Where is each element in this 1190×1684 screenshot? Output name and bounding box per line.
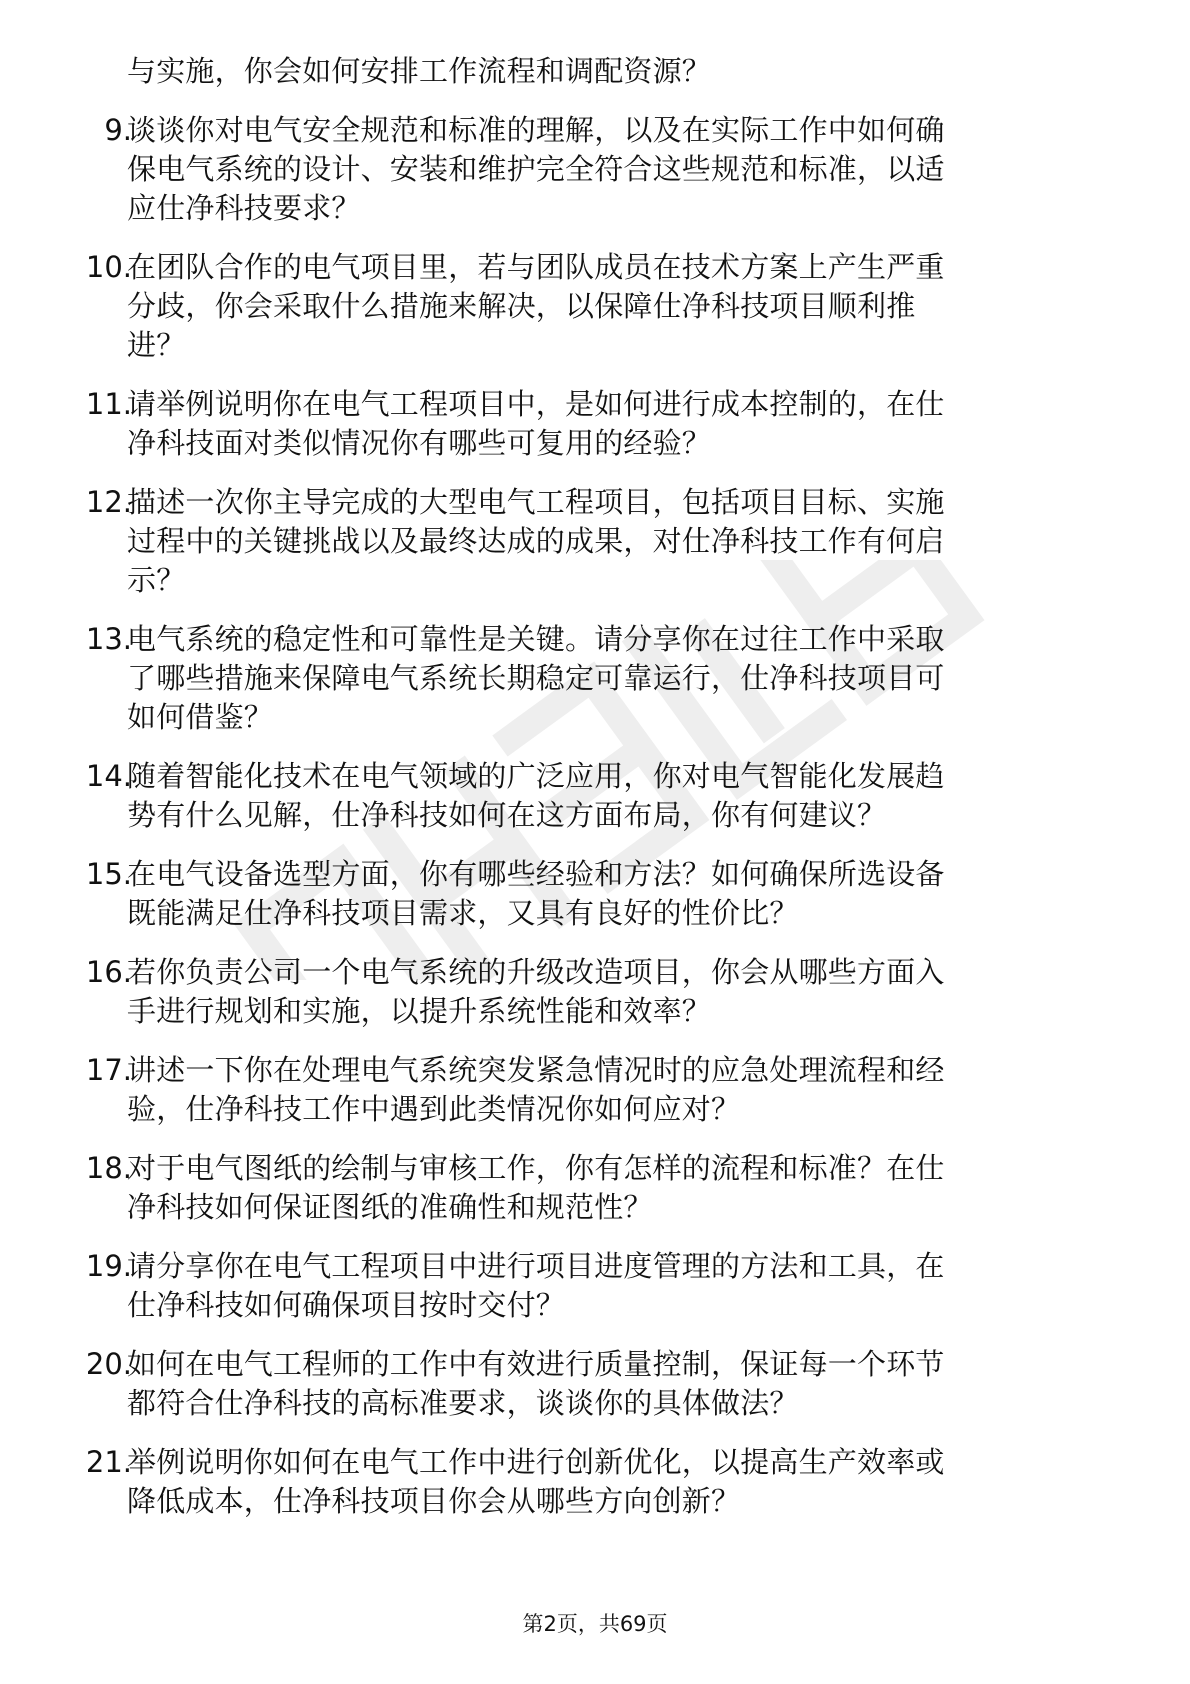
text-line: 举例说明你如何在电气工作中进行创新优化，以提高生产效率或 — [127, 1445, 945, 1479]
text-line: 对于电气图纸的绘制与审核工作，你有怎样的流程和标准？在仕 — [127, 1151, 945, 1185]
text-line: 请举例说明你在电气工程项目中，是如何进行成本控制的，在仕 — [127, 387, 945, 421]
question-text — [127, 620, 1112, 737]
question-text — [127, 52, 1112, 91]
list-item-question-12 — [0, 483, 1190, 600]
text-line: 随着智能化技术在电气领域的广泛应用，你对电气智能化发展趋 — [127, 759, 945, 793]
question-text — [127, 385, 1112, 463]
question-number: 18. — [85, 1151, 132, 1185]
text-line: 分歧，你会采取什么措施来解决，以保障仕净科技项目顺利推 — [127, 289, 916, 323]
question-text — [127, 248, 1112, 365]
question-text — [127, 855, 1112, 933]
list-item-question-14 — [0, 757, 1190, 835]
question-number: 20. — [85, 1347, 132, 1381]
question-number: 21. — [85, 1445, 132, 1479]
list-item-question-16 — [0, 953, 1190, 1031]
question-number: 16. — [85, 955, 132, 989]
question-text — [127, 1051, 1112, 1129]
question-number: 14. — [85, 759, 132, 793]
list-item-question-18 — [0, 1149, 1190, 1227]
text-line: 电气系统的稳定性和可靠性是关键。请分享你在过往工作中采取 — [127, 622, 945, 656]
list-item-continuation — [0, 52, 1190, 91]
text-line: 手进行规划和实施，以提升系统性能和效率？ — [127, 994, 712, 1028]
text-line: 既能满足仕净科技项目需求，又具有良好的性价比？ — [127, 896, 799, 930]
text-line: 如何借鉴？ — [127, 700, 274, 734]
list-item-question-11 — [0, 385, 1190, 463]
question-number: 17. — [85, 1053, 132, 1087]
text-line: 了哪些措施来保障电气系统长期稳定可靠运行，仕净科技项目可 — [127, 661, 945, 695]
question-text — [127, 1443, 1112, 1521]
question-number: 12. — [85, 485, 132, 519]
text-line: 请分享你在电气工程项目中进行项目进度管理的方法和工具，在 — [127, 1249, 945, 1283]
text-line: 在团队合作的电气项目里，若与团队成员在技术方案上产生严重 — [127, 250, 945, 284]
text-line: 验，仕净科技工作中遇到此类情况你如何应对？ — [127, 1092, 741, 1126]
list-item-question-17 — [0, 1051, 1190, 1129]
text-line: 仕净科技如何确保项目按时交付？ — [127, 1288, 566, 1322]
text-line: 示？ — [127, 563, 186, 597]
question-number: 13. — [85, 622, 132, 656]
list-item-question-21 — [0, 1443, 1190, 1521]
text-line: 进？ — [127, 328, 186, 362]
text-line: 净科技面对类似情况你有哪些可复用的经验？ — [127, 426, 712, 460]
list-item-question-15 — [0, 855, 1190, 933]
question-text — [127, 1247, 1112, 1325]
list-item-question-13 — [0, 620, 1190, 737]
list-item-question-10 — [0, 248, 1190, 365]
question-number: 19. — [85, 1249, 132, 1283]
page-number-footer: 第2页，共69页 — [522, 1612, 668, 1636]
text-line: 讲述一下你在处理电气系统突发紧急情况时的应急处理流程和经 — [127, 1053, 945, 1087]
text-line: 应仕净科技要求？ — [127, 191, 361, 225]
text-line: 净科技如何保证图纸的准确性和规范性？ — [127, 1190, 653, 1224]
question-list — [0, 52, 1190, 1541]
text-line: 谈谈你对电气安全规范和标准的理解，以及在实际工作中如何确 — [127, 113, 945, 147]
question-number: 9. — [104, 113, 132, 147]
question-text — [127, 483, 1112, 600]
text-line: 描述一次你主导完成的大型电气工程项目，包括项目目标、实施 — [127, 485, 945, 519]
text-line: 在电气设备选型方面，你有哪些经验和方法？如何确保所选设备 — [127, 857, 945, 891]
question-text — [127, 111, 1112, 228]
text-line: 降低成本，仕净科技项目你会从哪些方向创新？ — [127, 1484, 741, 1518]
text-line: 保电气系统的设计、安装和维护完全符合这些规范和标准，以适 — [127, 152, 945, 186]
list-item-question-19 — [0, 1247, 1190, 1325]
question-text — [127, 1345, 1112, 1423]
question-text — [127, 757, 1112, 835]
text-line: 与实施，你会如何安排工作流程和调配资源？ — [127, 54, 712, 88]
question-number: 10. — [85, 250, 132, 284]
text-line: 过程中的关键挑战以及最终达成的成果，对仕净科技工作有何启 — [127, 524, 945, 558]
question-text — [127, 953, 1112, 1031]
list-item-question-9 — [0, 111, 1190, 228]
text-line: 如何在电气工程师的工作中有效进行质量控制，保证每一个环节 — [127, 1347, 945, 1381]
question-text — [127, 1149, 1112, 1227]
text-line: 势有什么见解，仕净科技如何在这方面布局，你有何建议？ — [127, 798, 887, 832]
question-number: 15. — [85, 857, 132, 891]
text-line: 都符合仕净科技的高标准要求，谈谈你的具体做法？ — [127, 1386, 799, 1420]
text-line: 若你负责公司一个电气系统的升级改造项目，你会从哪些方面入 — [127, 955, 945, 989]
question-number: 11. — [85, 387, 132, 421]
list-item-question-20 — [0, 1345, 1190, 1423]
